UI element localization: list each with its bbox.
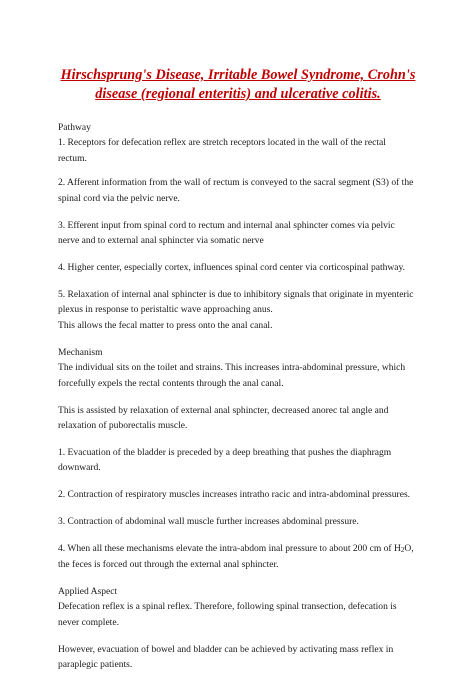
mechanism-point-3-line-1: 3. Contraction of abdominal wall muscle further increases abdominal pressure. [58,516,359,528]
mechanism-heading: Mechanism [58,346,103,358]
pathway-point-5-line-3: This allows the fecal matter to press onto the anal canal. [58,319,273,331]
applied-point-2-line-1: However, evacuation of bowel and bladder can be achieved by activating mass reflex in [58,643,394,655]
applied-point-2 [58,642,424,673]
mechanism-point-1-line-2: downward. [58,462,101,474]
applied-heading: Applied Aspect [58,585,118,597]
pathway-point-5 [58,287,424,333]
mechanism-point-4-text-a: 4. When all these mechanisms elevate the intra-abdom inal pressure to about 200 cm of H [58,543,401,555]
mechanism-intro-line-2: forcefully expels the rectal contents through the anal canal. [58,377,284,389]
mechanism-point-3 [58,514,424,529]
pathway-point-2 [58,175,424,206]
mechanism-point-4-line-2: the feces is forced out through the external anal sphincter. [58,558,279,570]
pathway-point-4 [58,260,424,275]
mechanism-point-4 [58,541,424,572]
pathway-point-2-line-2: spinal cord via the pelvic nerve. [58,192,180,204]
mechanism-point-1-line-1: 1. Evacuation of the bladder is preceded by a deep breathing that pushes the diaphragm [58,447,392,459]
pathway-section [58,120,424,166]
pathway-point-3-line-1: 3. Efferent input from spinal cord to rectum and internal anal sphincter comes via pelvic [58,219,395,231]
pathway-heading: Pathway [58,122,91,133]
applied-point-2-line-2: paraplegic patients. [58,659,133,671]
mechanism-point-4-text-b: O, [404,543,414,555]
title-line-2: disease (regional enteritis) and ulcerative colitis. [95,86,381,102]
mechanism-point-2 [58,487,424,502]
applied-point-1-line-2: never complete. [58,616,119,628]
pathway-point-5-line-1: 5. Relaxation of internal anal sphincter is due to inhibitory signals that originate in myenteric [58,289,414,301]
title-line-1: Hirschsprung's Disease, Irritable Bowel Syndrome, Crohn's [60,67,416,83]
mechanism-point-4-line-1 [58,541,424,556]
pathway-point-1-line-2: rectum. [58,152,87,164]
mechanism-point-1 [58,445,424,476]
mechanism-intro-line-1: The individual sits on the toilet and strains. This increases intra-abdominal pressure, which [58,362,406,374]
applied-section [58,584,424,630]
mechanism-assist-line-1: This is assisted by relaxation of external anal sphincter, decreased anorec tal angle and [58,404,389,416]
mechanism-section [58,345,424,391]
pathway-point-5-line-2: plexus in response to peristaltic wave approaching anus. [58,304,273,316]
document-title [52,66,424,104]
pathway-point-3 [58,218,424,249]
pathway-point-3-line-2: nerve and to external anal sphincter via somatic nerve [58,235,264,247]
pathway-point-4-line-1: 4. Higher center, especially cortex, influences spinal cord center via corticospinal pathway. [58,262,406,274]
pathway-point-2-line-1: 2. Afferent information from the wall of rectum is conveyed to the sacral segment (S3) of the [58,177,414,189]
mechanism-assist-line-2: relaxation of puborectalis muscle. [58,420,188,432]
mechanism-point-4-subscript: 2 [400,546,405,555]
applied-point-1-line-1: Defecation reflex is a spinal reflex. Therefore, following spinal transection, defecation is [58,601,397,613]
pathway-point-1-line-1: 1. Receptors for defecation reflex are stretch receptors located in the wall of the rectal [58,137,386,149]
mechanism-point-2-line-1: 2. Contraction of respiratory muscles increases intratho racic and intra-abdominal pressures. [58,489,411,501]
mechanism-assist [58,403,424,434]
